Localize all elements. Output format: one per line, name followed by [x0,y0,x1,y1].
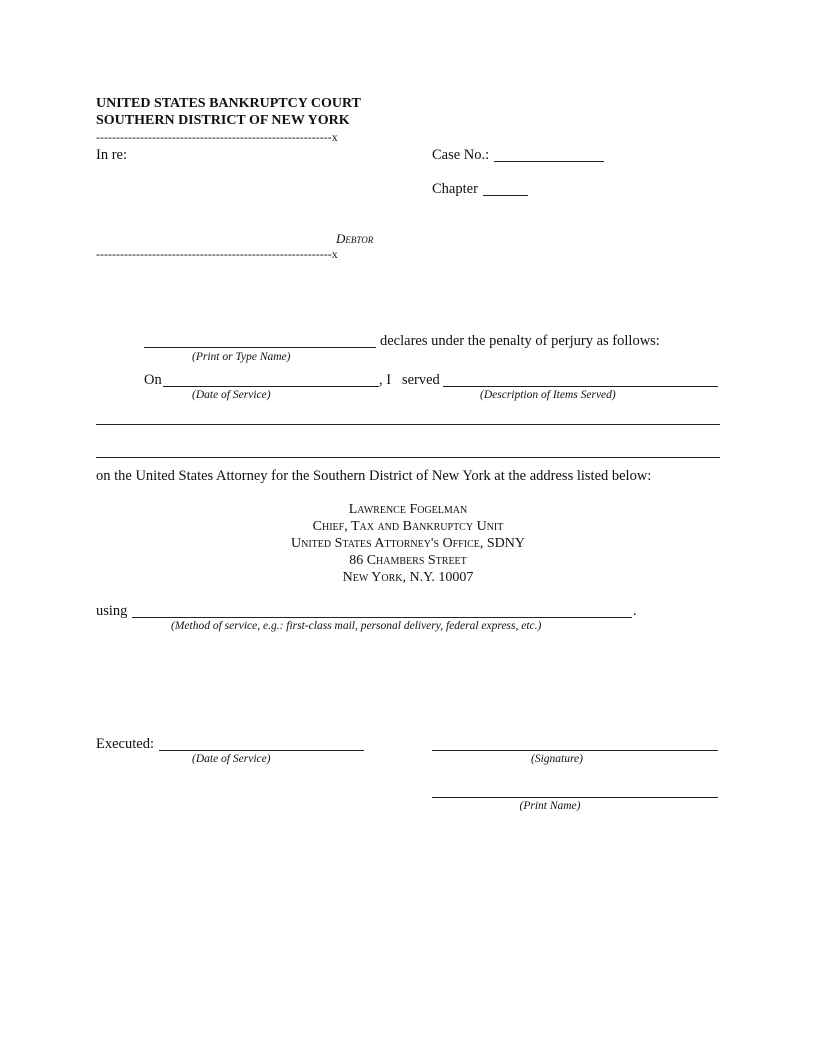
attorney-city: New York, N.Y. 10007 [342,570,474,585]
executed-label: Executed: [96,736,154,752]
declarant-name-field[interactable] [144,347,376,348]
service-method-field[interactable] [132,617,632,618]
method-period: . [633,603,637,619]
caption-top-border: -----------------------------------------------------------x [96,130,338,144]
date-of-service-caption: (Date of Service) [192,389,271,401]
service-date-field[interactable] [163,386,379,387]
chapter-field[interactable] [483,195,528,196]
items-served-caption: (Description of Items Served) [480,389,616,401]
on-label: On [144,372,162,388]
signature-field[interactable] [432,750,718,751]
using-label: using [96,603,128,619]
print-name-signature-caption: (Print Name) [519,800,581,812]
items-served-continuation-line-1[interactable] [96,424,720,425]
executed-date-field[interactable] [159,750,364,751]
print-name-field[interactable] [432,797,718,798]
print-name-caption: (Print or Type Name) [192,351,291,363]
attorney-name: Lawrence Fogelman [348,502,468,517]
attorney-office: United States Attorney's Office, SDNY [291,536,525,551]
court-name: UNITED STATES BANKRUPTCY COURT [96,96,361,111]
items-served-field[interactable] [443,386,718,387]
attorney-title: Chief, Tax and Bankruptcy Unit [312,519,504,534]
district-name: SOUTHERN DISTRICT OF NEW YORK [96,113,350,128]
in-re-label: In re: [96,147,127,163]
chapter-label: Chapter [432,181,478,197]
debtor-label: Debtor [336,231,374,246]
case-no-label: Case No.: [432,147,490,163]
declares-text: declares under the penalty of perjury as follows: [380,333,660,349]
items-served-continuation-line-2[interactable] [96,457,720,458]
i-served-label: , I served [379,372,440,388]
served-on-text: on the United States Attorney for the Southern District of New York at the address listed below: [96,468,652,484]
caption-bottom-border: -----------------------------------------------------------x [96,247,338,261]
executed-date-caption: (Date of Service) [192,753,271,765]
attorney-street: 86 Chambers Street [349,553,467,568]
signature-caption: (Signature) [531,753,583,765]
case-no-field[interactable] [494,161,604,162]
method-caption: (Method of service, e.g.: first-class mail, personal delivery, federal express, etc.) [171,620,542,632]
